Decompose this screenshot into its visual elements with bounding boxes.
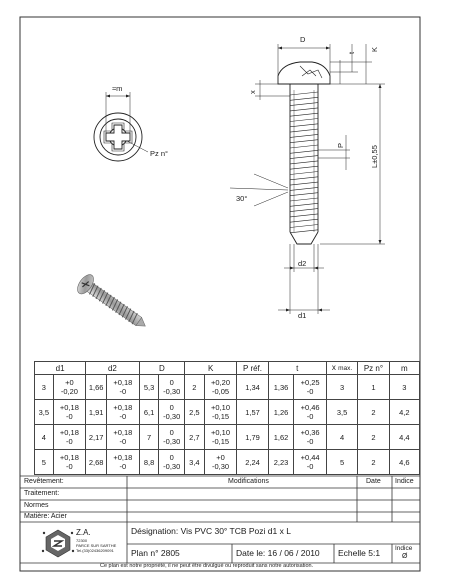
tolerance-upper: +0,44 bbox=[300, 453, 320, 462]
dim-x-label: x bbox=[248, 90, 257, 94]
tolerance-upper: +0,18 bbox=[59, 453, 79, 462]
table-cell bbox=[159, 400, 185, 425]
tolerance-upper: +0 bbox=[65, 378, 74, 387]
tolerance-lower: -0,05 bbox=[211, 387, 230, 396]
dim-L-label: L±0,55 bbox=[370, 145, 379, 168]
table-cell bbox=[204, 425, 237, 450]
dim-pz-label: Pz n° bbox=[150, 149, 169, 158]
table-cell: 2,68 bbox=[86, 450, 107, 475]
table-cell: 3 bbox=[326, 375, 357, 400]
head-front-view bbox=[94, 92, 148, 161]
tolerance-upper: 0 bbox=[169, 378, 174, 387]
table-cell: 5,3 bbox=[139, 375, 159, 400]
table-cell bbox=[294, 425, 327, 450]
tolerance-lower: -0 bbox=[119, 387, 127, 396]
tolerance-lower: -0,15 bbox=[211, 412, 230, 421]
header-D: D bbox=[139, 362, 184, 375]
table-cell: 1 bbox=[358, 375, 389, 400]
table-row bbox=[35, 375, 420, 400]
tolerance-lower: -0 bbox=[306, 437, 314, 446]
header-d2: d2 bbox=[86, 362, 139, 375]
table-cell: 3,5 bbox=[326, 400, 357, 425]
table-row bbox=[35, 400, 420, 425]
table-cell bbox=[204, 375, 237, 400]
company-town: PARCE SUR SARTHE bbox=[76, 543, 117, 548]
tolerance-lower: -0 bbox=[66, 412, 73, 421]
dim-angle-label: 30° bbox=[236, 194, 248, 203]
date-column-header: Date bbox=[366, 478, 381, 485]
table-cell bbox=[294, 450, 327, 475]
table-cell: 4,4 bbox=[389, 425, 419, 450]
table-cell: 1,91 bbox=[86, 400, 107, 425]
tolerance-lower: -0,30 bbox=[163, 462, 181, 471]
header-t: t bbox=[268, 362, 326, 375]
tolerance-lower: -0,30 bbox=[211, 462, 230, 471]
header-K: K bbox=[185, 362, 237, 375]
table-cell bbox=[53, 375, 86, 400]
dimensions-table bbox=[34, 361, 420, 475]
table-row bbox=[35, 425, 420, 450]
table-cell: 8,8 bbox=[139, 450, 159, 475]
table-cell: 5 bbox=[35, 450, 54, 475]
table-row bbox=[35, 450, 420, 475]
table-cell: 6,1 bbox=[139, 400, 159, 425]
tolerance-upper: +0,36 bbox=[300, 428, 320, 437]
tolerance-upper: +0,25 bbox=[300, 378, 320, 387]
tolerance-upper: 0 bbox=[169, 403, 174, 412]
table-cell: 2 bbox=[358, 400, 389, 425]
table-cell: 1,34 bbox=[237, 375, 268, 400]
traitement-label: Traitement: bbox=[24, 490, 60, 497]
table-cell bbox=[107, 450, 140, 475]
table-cell bbox=[107, 400, 140, 425]
table-cell: 3,4 bbox=[185, 450, 205, 475]
dim-arrows bbox=[278, 47, 382, 312]
modifications-header: Modifications bbox=[228, 478, 269, 485]
table-cell: 2 bbox=[358, 450, 389, 475]
indice-value: Ø bbox=[402, 553, 408, 560]
table-cell: 1,62 bbox=[268, 425, 294, 450]
table-cell bbox=[204, 400, 237, 425]
tolerance-upper: +0,10 bbox=[211, 428, 231, 437]
table-cell: 3,5 bbox=[35, 400, 54, 425]
tolerance-upper: +0 bbox=[216, 453, 225, 462]
tolerance-lower: -0 bbox=[306, 412, 314, 421]
table-cell: 2,24 bbox=[237, 450, 268, 475]
indice-column-header: Indice bbox=[395, 478, 414, 485]
dim-d2-label: d2 bbox=[298, 259, 307, 268]
screw-tip bbox=[290, 232, 318, 244]
table-cell: 7 bbox=[139, 425, 159, 450]
header-x-max bbox=[326, 362, 357, 375]
table-cell: 1,79 bbox=[237, 425, 268, 450]
tolerance-upper: +0,10 bbox=[211, 403, 231, 412]
table-cell bbox=[107, 425, 140, 450]
tolerance-lower: -0 bbox=[119, 462, 127, 471]
revetement-label: Revêtement: bbox=[24, 478, 64, 485]
tolerance-lower: -0 bbox=[66, 437, 73, 446]
scale-value: Echelle 5:1 bbox=[338, 548, 381, 558]
table-cell bbox=[204, 450, 237, 475]
table-cell bbox=[53, 400, 86, 425]
header-pz: Pz n° bbox=[358, 362, 389, 375]
table-cell: 4 bbox=[35, 425, 54, 450]
table-cell: 2,23 bbox=[268, 450, 294, 475]
tolerance-upper: 0 bbox=[169, 428, 174, 437]
dim-K-label: K bbox=[370, 46, 379, 52]
screw-3d-illustration bbox=[74, 272, 151, 335]
tolerance-lower: -0 bbox=[66, 462, 73, 471]
company-name: Z.A. bbox=[76, 528, 91, 537]
tolerance-lower: -0,20 bbox=[60, 387, 78, 396]
table-cell: 4,2 bbox=[389, 400, 419, 425]
normes-label: Normes bbox=[24, 502, 49, 509]
dim-d1-label: d1 bbox=[298, 311, 307, 320]
tolerance-lower: -0,30 bbox=[163, 412, 181, 421]
table-cell: 1,26 bbox=[268, 400, 294, 425]
header-m: m bbox=[389, 362, 419, 375]
tolerance-lower: -0,15 bbox=[211, 437, 230, 446]
tolerance-upper: +0,18 bbox=[113, 453, 133, 462]
table-cell: 2,7 bbox=[185, 425, 205, 450]
table-cell: 3 bbox=[35, 375, 54, 400]
table-cell bbox=[294, 375, 327, 400]
table-cell: 2,17 bbox=[86, 425, 107, 450]
tolerance-lower: -0,30 bbox=[163, 387, 181, 396]
company-logo bbox=[42, 530, 74, 557]
tolerance-lower: -0 bbox=[306, 387, 314, 396]
dim-P-label: P bbox=[336, 142, 345, 148]
table-cell bbox=[53, 425, 86, 450]
table-header-row bbox=[35, 362, 420, 375]
tolerance-upper: 0 bbox=[169, 453, 174, 462]
side-dimensions bbox=[230, 44, 385, 314]
tolerance-lower: -0 bbox=[119, 437, 127, 446]
drawing-date: Date le: 16 / 06 / 2010 bbox=[236, 548, 320, 558]
tolerance-upper: +0,18 bbox=[113, 403, 133, 412]
company-phone: Tel.(33)02436209091 bbox=[76, 548, 114, 553]
header-x-sub: max. bbox=[338, 365, 353, 372]
table-cell: 4,6 bbox=[389, 450, 419, 475]
table-cell: 2 bbox=[358, 425, 389, 450]
tolerance-lower: -0 bbox=[119, 412, 127, 421]
table-cell bbox=[159, 450, 185, 475]
table-cell: 4 bbox=[326, 425, 357, 450]
table-cell bbox=[294, 400, 327, 425]
header-x-main: x bbox=[331, 363, 336, 372]
designation-text: Désignation: Vis PVC 30° TCB Pozi d1 x L bbox=[131, 526, 291, 536]
table-cell bbox=[53, 450, 86, 475]
table-cell bbox=[159, 425, 185, 450]
table-cell: 3 bbox=[389, 375, 419, 400]
header-P-ref: P réf. bbox=[237, 362, 268, 375]
screw-side-view bbox=[278, 62, 330, 232]
table-cell: 1,57 bbox=[237, 400, 268, 425]
tolerance-upper: +0,18 bbox=[113, 378, 133, 387]
table-cell: 1,66 bbox=[86, 375, 107, 400]
matiere-label: Matière: Acier bbox=[24, 513, 67, 520]
dim-D-label: D bbox=[300, 35, 306, 44]
tolerance-lower: -0 bbox=[306, 462, 314, 471]
table-cell: 2 bbox=[185, 375, 205, 400]
table-cell: 5 bbox=[326, 450, 357, 475]
tolerance-upper: +0,18 bbox=[59, 403, 79, 412]
tolerance-upper: +0,18 bbox=[59, 428, 79, 437]
table-cell bbox=[107, 375, 140, 400]
tolerance-upper: +0,18 bbox=[113, 428, 133, 437]
tolerance-upper: +0,46 bbox=[300, 403, 320, 412]
dim-m-label: ≈m bbox=[112, 84, 123, 93]
copyright-footer: Ce plan est notre propriété, il ne peut être divulgué ou reproduit sans notre autorisation. bbox=[100, 563, 314, 569]
table-cell: 1,36 bbox=[268, 375, 294, 400]
plan-number: Plan n° 2805 bbox=[131, 548, 180, 558]
header-d1: d1 bbox=[35, 362, 86, 375]
tolerance-upper: +0,20 bbox=[211, 378, 231, 387]
indice-label: Indice bbox=[395, 545, 413, 552]
table-cell bbox=[159, 375, 185, 400]
tolerance-lower: -0,30 bbox=[163, 437, 181, 446]
company-postcode: 72300 bbox=[76, 538, 88, 543]
table-cell: 2,5 bbox=[185, 400, 205, 425]
dim-t-label: t bbox=[347, 51, 356, 54]
